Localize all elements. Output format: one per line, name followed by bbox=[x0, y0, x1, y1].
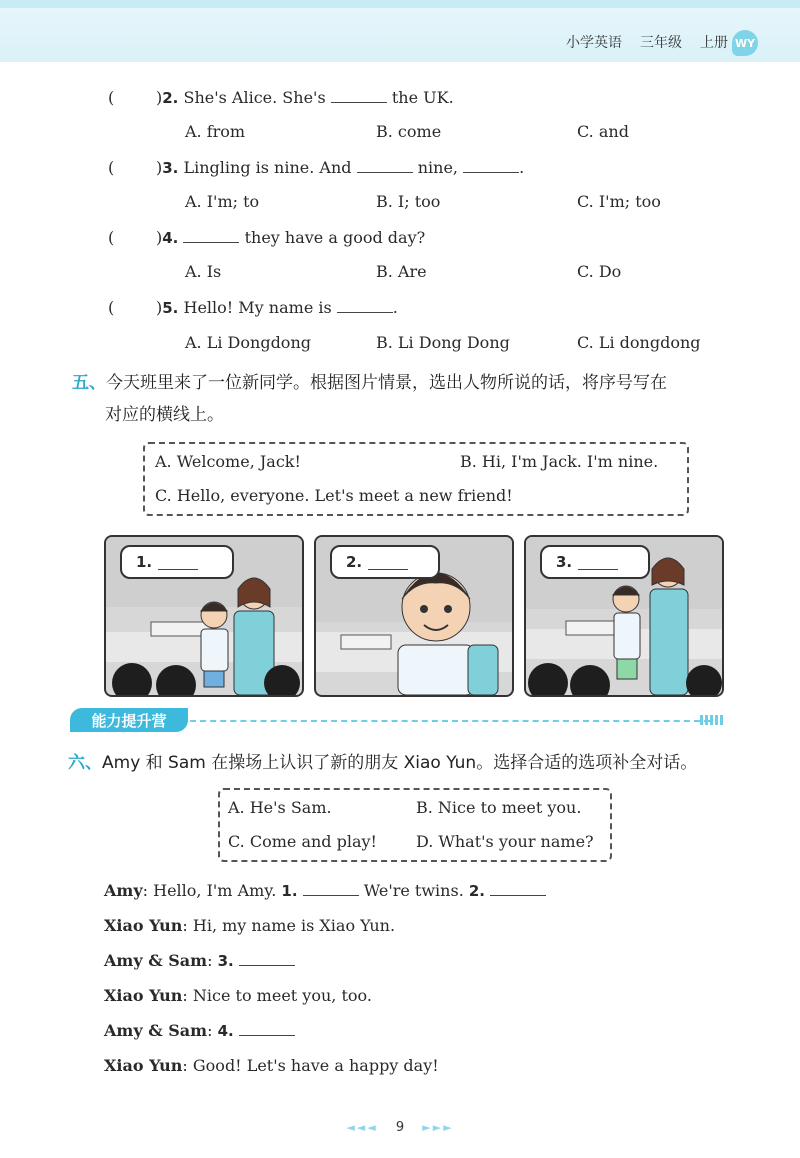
question-number: 2. bbox=[162, 89, 179, 107]
answer-blank[interactable] bbox=[183, 228, 239, 243]
option-c[interactable]: C. I'm; too bbox=[577, 192, 661, 211]
section-5-heading bbox=[72, 368, 667, 393]
answer-blank[interactable] bbox=[578, 555, 618, 570]
option-c[interactable]: C. Do bbox=[577, 262, 622, 281]
dialogue-line-5: Amy & Sam: 4. bbox=[104, 1021, 295, 1040]
page-footer bbox=[0, 1120, 800, 1135]
answer-blank[interactable] bbox=[368, 555, 408, 570]
banner-divider bbox=[190, 720, 710, 722]
section-instruction: Amy 和 Sam 在操场上认识了新的朋友 Xiao Yun。选择合适的选项补全对话。 bbox=[102, 753, 698, 773]
header-strip bbox=[0, 0, 800, 8]
dialogue-line-3: Amy & Sam: 3. bbox=[104, 951, 295, 970]
option-a[interactable]: A. I'm; to bbox=[185, 192, 260, 211]
answer-blank[interactable] bbox=[357, 158, 413, 173]
option-a[interactable]: A. Is bbox=[185, 262, 222, 281]
section-6-options-box bbox=[218, 788, 612, 862]
option-a[interactable]: A. from bbox=[185, 122, 246, 141]
comic-panel-2 bbox=[314, 535, 514, 697]
section-5-heading-line2: 对应的横线上。 bbox=[105, 405, 224, 425]
ability-banner: 能力提升营 bbox=[70, 708, 188, 732]
answer-paren[interactable]: ( bbox=[108, 228, 115, 247]
option-b[interactable]: B. I; too bbox=[376, 192, 441, 211]
banner-end-mark bbox=[700, 715, 724, 725]
speaker-name: Amy & Sam bbox=[104, 951, 208, 970]
question-number: 5. bbox=[162, 299, 179, 317]
speech-bubble-1: 1. bbox=[120, 545, 234, 579]
answer-paren[interactable]: ( bbox=[108, 88, 115, 107]
question-number: 4. bbox=[162, 229, 179, 247]
option-a[interactable]: A. Li Dongdong bbox=[185, 333, 311, 352]
option-b[interactable]: B. come bbox=[376, 122, 442, 141]
question-2: ( )2. She's Alice. She's the UK. bbox=[108, 88, 454, 107]
question-3: ( )3. Lingling is nine. And nine, . bbox=[108, 158, 525, 177]
section-instruction: 今天班里来了一位新同学。根据图片情景，选出人物所说的话，将序号写在 bbox=[106, 373, 667, 393]
dialogue-line-4: Xiao Yun: Nice to meet you, too. bbox=[104, 986, 372, 1005]
box-option-b: B. Nice to meet you. bbox=[416, 798, 582, 817]
question-4: ( )4. they have a good day? bbox=[108, 228, 426, 247]
speaker-name: Xiao Yun bbox=[104, 916, 183, 935]
page-number: 9 bbox=[395, 1120, 405, 1135]
box-option-a: A. Welcome, Jack! bbox=[155, 452, 301, 471]
box-option-c: C. Come and play! bbox=[228, 832, 377, 851]
answer-blank[interactable] bbox=[331, 88, 387, 103]
dialogue-line-1: Amy: Hello, I'm Amy. 1. We're twins. 2. bbox=[104, 881, 546, 900]
speech-bubble-3: 3. bbox=[540, 545, 650, 579]
answer-blank[interactable] bbox=[337, 298, 393, 313]
question-number: 3. bbox=[162, 159, 179, 177]
answer-blank[interactable] bbox=[303, 881, 359, 896]
comic-panel-1 bbox=[104, 535, 304, 697]
option-b[interactable]: B. Are bbox=[376, 262, 427, 281]
header-info bbox=[566, 32, 728, 52]
answer-blank[interactable] bbox=[239, 951, 295, 966]
speaker-name: Amy & Sam bbox=[104, 1021, 208, 1040]
option-c[interactable]: C. and bbox=[577, 122, 629, 141]
wy-badge: WY bbox=[732, 30, 758, 56]
answer-blank[interactable] bbox=[158, 555, 198, 570]
box-option-d: D. What's your name? bbox=[416, 832, 594, 851]
box-option-b: B. Hi, I'm Jack. I'm nine. bbox=[460, 452, 659, 471]
dialogue-line-6: Xiao Yun: Good! Let's have a happy day! bbox=[104, 1056, 439, 1075]
header-volume: 上册 bbox=[700, 35, 728, 51]
section-number: 六、 bbox=[68, 753, 102, 773]
answer-blank[interactable] bbox=[463, 158, 519, 173]
speaker-name: Xiao Yun bbox=[104, 986, 183, 1005]
option-b[interactable]: B. Li Dong Dong bbox=[376, 333, 510, 352]
section-number: 五、 bbox=[72, 373, 106, 393]
dialogue-line-2: Xiao Yun: Hi, my name is Xiao Yun. bbox=[104, 916, 396, 935]
box-option-a: A. He's Sam. bbox=[228, 798, 332, 817]
speech-bubble-2: 2. bbox=[330, 545, 440, 579]
answer-paren[interactable]: ( bbox=[108, 158, 115, 177]
option-c[interactable]: C. Li dongdong bbox=[577, 333, 701, 352]
right-arrows-icon: ►►► bbox=[422, 1121, 454, 1134]
header-grade: 三年级 bbox=[640, 35, 682, 51]
answer-blank[interactable] bbox=[490, 881, 546, 896]
page-header bbox=[0, 0, 800, 62]
speaker-name: Xiao Yun bbox=[104, 1056, 183, 1075]
box-option-c: C. Hello, everyone. Let's meet a new friend! bbox=[155, 486, 513, 505]
question-5: ( )5. Hello! My name is . bbox=[108, 298, 398, 317]
header-subject: 小学英语 bbox=[566, 35, 622, 51]
answer-paren[interactable]: ( bbox=[108, 298, 115, 317]
section-5-options-box bbox=[143, 442, 689, 516]
speaker-name: Amy bbox=[104, 881, 143, 900]
answer-blank[interactable] bbox=[239, 1021, 295, 1036]
left-arrows-icon: ◄◄◄ bbox=[346, 1121, 378, 1134]
section-6-heading bbox=[68, 748, 697, 773]
comic-panel-3 bbox=[524, 535, 724, 697]
